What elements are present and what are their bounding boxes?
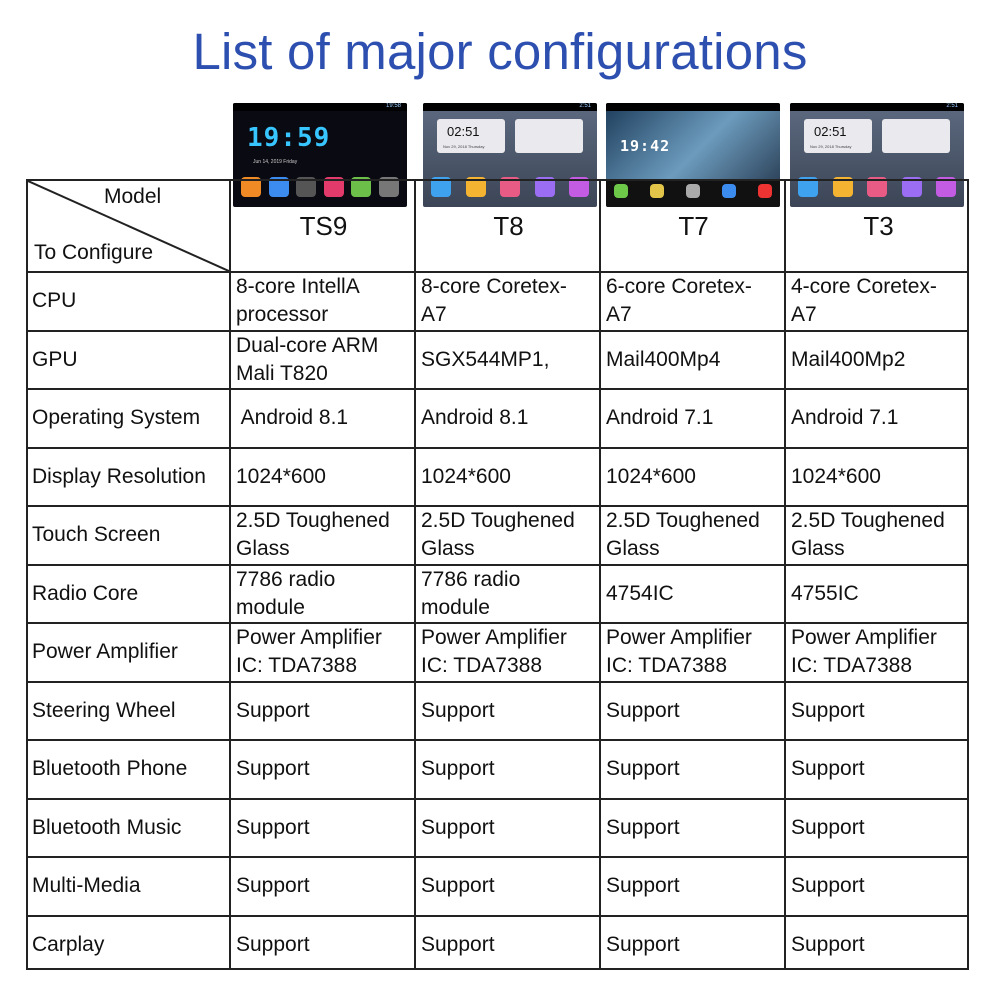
clock-display: 19:42: [620, 137, 671, 155]
row-label: Power Amplifier: [32, 640, 178, 664]
spec-value: 6-core Coretex- A7: [606, 275, 752, 327]
row-label: GPU: [32, 347, 78, 371]
clock-card: 02:51 Nov 29, 2018 Thursday: [804, 119, 872, 153]
spec-value: 1024*600: [791, 464, 881, 488]
spec-value: Android 7.1: [791, 406, 899, 430]
spec-value: Support: [421, 698, 495, 722]
status-time: 2:51: [946, 103, 958, 109]
model-header-t3: T3: [863, 211, 894, 241]
date-display: Jun 14, 2019 Friday: [253, 159, 298, 165]
spec-value: 2.5D Toughened Glass: [606, 509, 760, 561]
spec-value: Support: [606, 932, 680, 956]
spec-value: Support: [606, 757, 680, 781]
spec-value: Support: [236, 757, 310, 781]
status-time: 19:58: [385, 103, 401, 109]
spec-value: 4755IC: [791, 581, 859, 605]
spec-value: Support: [606, 698, 680, 722]
row-label: CPU: [32, 289, 77, 313]
spec-value: Power Amplifier IC: TDA7388: [236, 626, 382, 678]
spec-value: 1024*600: [606, 464, 696, 488]
spec-value: 8-core Coretex- A7: [421, 275, 567, 327]
spec-value: Support: [421, 874, 495, 898]
spec-value: Dual-core ARM Mali T820: [236, 333, 379, 385]
spec-value: 2.5D Toughened Glass: [421, 509, 575, 561]
spec-value: Support: [791, 874, 865, 898]
spec-value: SGX544MP1,: [421, 347, 550, 371]
spec-value: Support: [421, 815, 495, 839]
row-label: Carplay: [32, 932, 105, 956]
spec-value: Android 8.1: [421, 406, 529, 430]
spec-value: Power Amplifier IC: TDA7388: [791, 626, 937, 678]
model-header-t8: T8: [493, 211, 524, 241]
row-label: Operating System: [32, 406, 201, 430]
spec-value: Support: [236, 815, 310, 839]
spec-value: 2.5D Toughened Glass: [236, 509, 390, 561]
row-label: Display Resolution: [32, 464, 206, 488]
spec-value: 2.5D Toughened Glass: [791, 509, 945, 561]
spec-table: [26, 179, 969, 970]
spec-value: Support: [791, 932, 865, 956]
corner-model-label: Model: [104, 185, 162, 208]
spec-value: Power Amplifier IC: TDA7388: [421, 626, 567, 678]
spec-value: 4-core Coretex- A7: [791, 275, 937, 327]
spec-value: Support: [606, 874, 680, 898]
spec-value: Support: [606, 815, 680, 839]
spec-value: 7786 radio module: [421, 567, 521, 619]
row-label: Touch Screen: [32, 523, 161, 547]
spec-value: Mail400Mp4: [606, 347, 721, 371]
music-card: [515, 119, 583, 153]
clock-card: 02:51 Nov 29, 2018 Thursday: [437, 119, 505, 153]
row-label: Multi-Media: [32, 874, 141, 898]
status-time: 2:51: [579, 103, 591, 109]
spec-value: Power Amplifier IC: TDA7388: [606, 626, 752, 678]
spec-value: 7786 radio module: [236, 567, 336, 619]
spec-value: Android 8.1: [236, 406, 349, 430]
spec-value: Support: [791, 815, 865, 839]
spec-value: 1024*600: [421, 464, 511, 488]
clock-display: 19:59: [247, 123, 331, 153]
spec-value: Support: [236, 932, 310, 956]
spec-value: Support: [236, 874, 310, 898]
spec-value: Support: [236, 698, 310, 722]
spec-value: Android 7.1: [606, 406, 714, 430]
corner-configure-label: To Configure: [34, 241, 154, 264]
spec-value: 1024*600: [236, 464, 326, 488]
model-header-ts9: TS9: [299, 211, 348, 241]
page-title: List of major configurations: [192, 23, 808, 80]
row-label: Radio Core: [32, 581, 139, 605]
spec-value: 8-core IntellA processor: [236, 275, 360, 327]
row-label: Bluetooth Music: [32, 815, 182, 839]
spec-value: Support: [791, 757, 865, 781]
spec-value: Mail400Mp2: [791, 347, 906, 371]
model-header-t7: T7: [678, 211, 709, 241]
spec-value: Support: [421, 757, 495, 781]
spec-value: Support: [421, 932, 495, 956]
row-label: Steering Wheel: [32, 698, 176, 722]
row-label: Bluetooth Phone: [32, 757, 188, 781]
spec-value: 4754IC: [606, 581, 674, 605]
music-card: [882, 119, 950, 153]
spec-value: Support: [791, 698, 865, 722]
